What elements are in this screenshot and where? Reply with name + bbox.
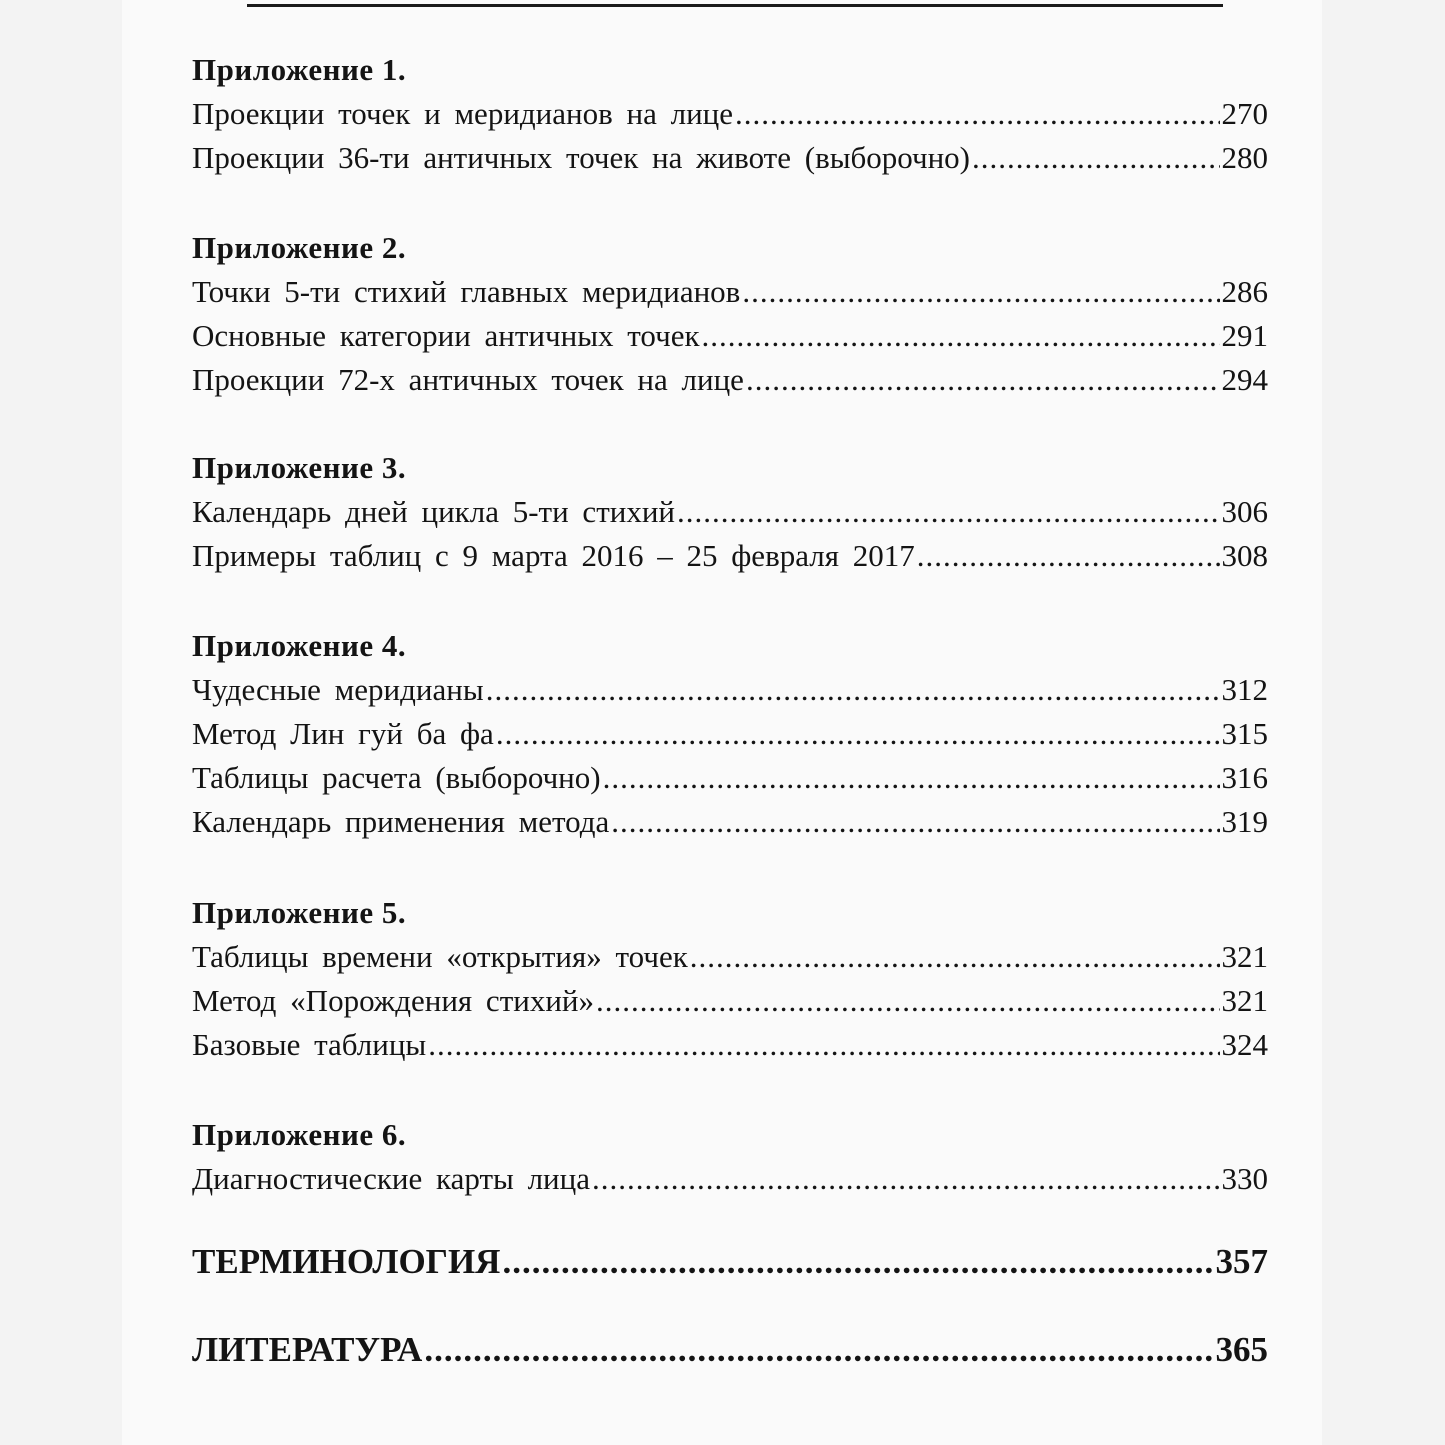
toc-entry[interactable]	[192, 756, 1268, 800]
toc-entry[interactable]	[192, 534, 1268, 578]
entry-page: 321	[1221, 983, 1268, 1018]
entry-title: Примеры таблиц с 9 марта 2016 – 25 февраля 2017	[192, 538, 915, 573]
entry-title: Диагностические карты лица	[192, 1161, 590, 1196]
entry-title: Календарь применения метода	[192, 804, 610, 839]
leader-dots	[502, 1237, 1213, 1287]
appendix-1-section	[192, 48, 1268, 180]
entry-page: 308	[1221, 538, 1268, 573]
table-of-contents	[192, 48, 1268, 1375]
leader-dots	[917, 534, 1220, 578]
leader-dots	[611, 800, 1219, 844]
entry-page: 357	[1215, 1242, 1268, 1281]
leader-dots	[742, 270, 1219, 314]
top-rule	[247, 4, 1223, 7]
entry-page: 312	[1221, 672, 1268, 707]
appendix-5-section	[192, 891, 1268, 1067]
entry-page: 286	[1221, 274, 1268, 309]
literature-section	[192, 1325, 1268, 1375]
entry-title: Проекции точек и меридианов на лице	[192, 96, 734, 131]
entry-page: 291	[1221, 318, 1268, 353]
entry-title: ТЕРМИНОЛОГИЯ	[192, 1242, 501, 1281]
leader-dots	[677, 490, 1219, 534]
entry-page: 316	[1221, 760, 1268, 795]
toc-entry[interactable]	[192, 270, 1268, 314]
entry-page: 321	[1221, 939, 1268, 974]
terminology-section	[192, 1237, 1268, 1287]
appendix-heading: Приложение 3.	[192, 450, 407, 485]
entry-title: Чудесные меридианы	[192, 672, 484, 707]
leader-dots	[603, 756, 1220, 800]
entry-title: Проекции 72-х античных точек на лице	[192, 362, 744, 397]
entry-title: Проекции 36-ти античных точек на животе (выборочно)	[192, 140, 971, 175]
appendix-heading: Приложение 6.	[192, 1117, 407, 1152]
toc-entry[interactable]	[192, 92, 1268, 136]
entry-title: Метод Лин гуй ба фа	[192, 716, 494, 751]
entry-page: 280	[1221, 140, 1268, 175]
toc-entry[interactable]	[192, 1157, 1268, 1201]
entry-page: 330	[1221, 1161, 1268, 1196]
toc-entry[interactable]	[192, 935, 1268, 979]
toc-entry[interactable]	[192, 1023, 1268, 1067]
appendix-heading: Приложение 4.	[192, 628, 407, 663]
entry-title: Календарь дней цикла 5-ти стихий	[192, 494, 676, 529]
toc-entry[interactable]	[192, 490, 1268, 534]
leader-dots	[496, 712, 1220, 756]
leader-dots	[592, 1157, 1220, 1201]
toc-entry[interactable]	[192, 314, 1268, 358]
leader-dots	[424, 1325, 1213, 1375]
entry-title: Таблицы расчета (выборочно)	[192, 760, 601, 795]
toc-entry[interactable]	[192, 712, 1268, 756]
toc-entry[interactable]	[192, 668, 1268, 712]
toc-entry-literature[interactable]	[192, 1325, 1268, 1375]
leader-dots	[746, 358, 1220, 402]
toc-entry[interactable]	[192, 800, 1268, 844]
toc-entry[interactable]	[192, 358, 1268, 402]
entry-title: Метод «Порождения стихий»	[192, 983, 595, 1018]
entry-title: Основные категории античных точек	[192, 318, 700, 353]
appendix-4-section	[192, 624, 1268, 844]
entry-title: Базовые таблицы	[192, 1027, 427, 1062]
toc-entry[interactable]	[192, 979, 1268, 1023]
appendix-3-section	[192, 446, 1268, 578]
entry-title: ЛИТЕРАТУРА	[192, 1330, 423, 1369]
entry-page: 319	[1221, 804, 1268, 839]
leader-dots	[428, 1023, 1219, 1067]
appendix-heading: Приложение 1.	[192, 52, 407, 87]
entry-page: 306	[1221, 494, 1268, 529]
leader-dots	[702, 314, 1220, 358]
appendix-heading: Приложение 2.	[192, 230, 407, 265]
entry-page: 315	[1221, 716, 1268, 751]
leader-dots	[486, 668, 1220, 712]
entry-page: 365	[1215, 1330, 1268, 1369]
toc-entry-terminology[interactable]	[192, 1237, 1268, 1287]
entry-page: 270	[1221, 96, 1268, 131]
appendix-2-section	[192, 226, 1268, 402]
entry-title: Таблицы времени «открытия» точек	[192, 939, 688, 974]
appendix-6-section	[192, 1113, 1268, 1201]
entry-title: Точки 5-ти стихий главных меридианов	[192, 274, 741, 309]
entry-page: 324	[1221, 1027, 1268, 1062]
leader-dots	[596, 979, 1219, 1023]
leader-dots	[972, 136, 1219, 180]
appendix-heading: Приложение 5.	[192, 895, 407, 930]
leader-dots	[690, 935, 1220, 979]
toc-entry[interactable]	[192, 136, 1268, 180]
leader-dots	[735, 92, 1219, 136]
entry-page: 294	[1221, 362, 1268, 397]
